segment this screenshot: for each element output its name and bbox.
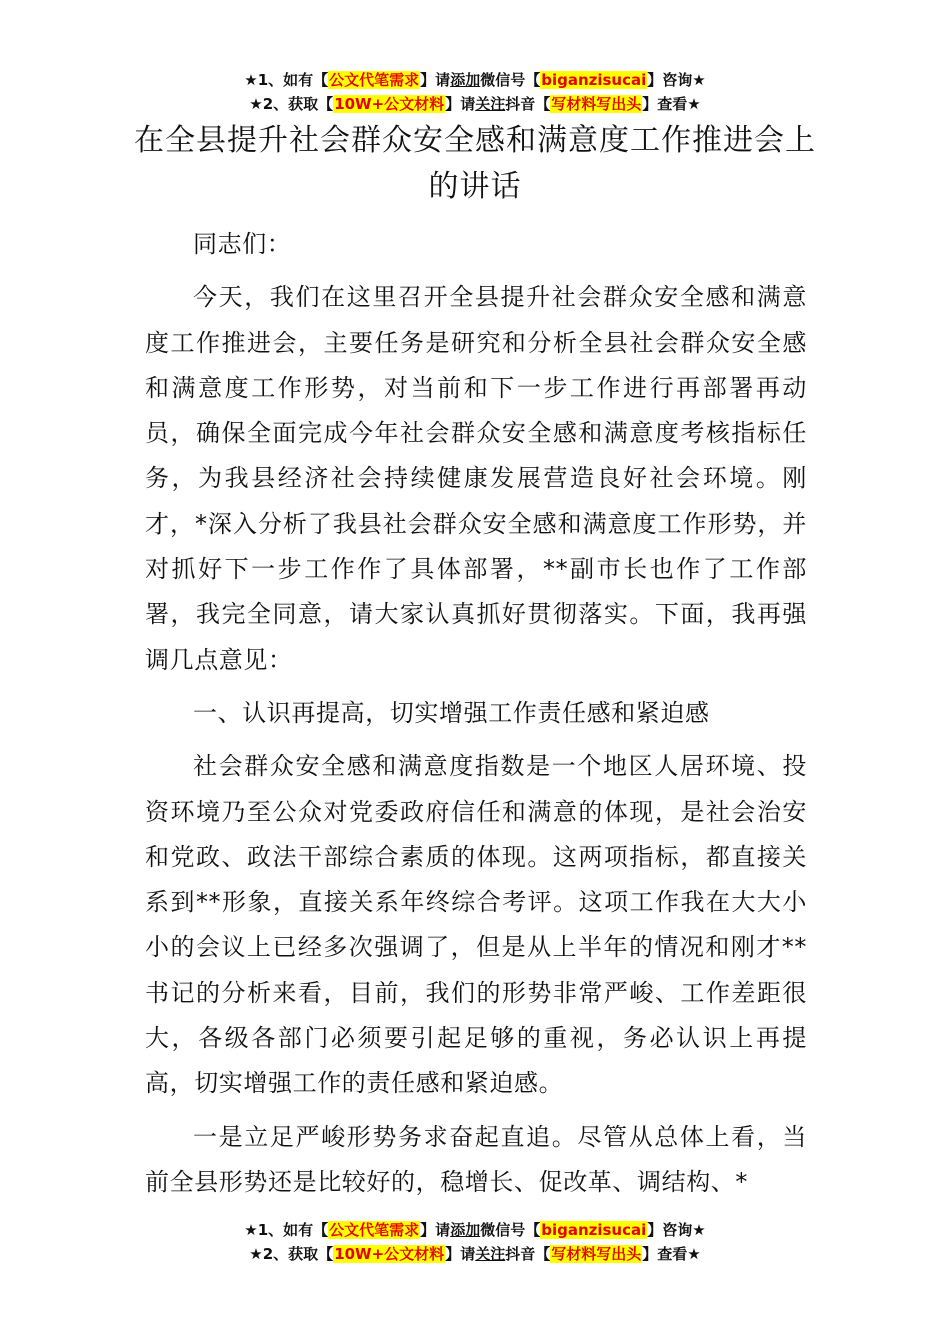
banner-line-1 — [0, 1218, 950, 1242]
banner-highlight: 写材料写出头 — [551, 95, 642, 113]
banner-text: 抖音【 — [505, 95, 551, 113]
banner-text: ★1、如有【 — [244, 1221, 329, 1239]
banner-underlined: 关注 — [475, 1245, 506, 1263]
watermark-banner-bottom — [0, 1218, 950, 1266]
banner-highlight: 10W+公文材料 — [334, 95, 445, 113]
banner-text: 微信号【 — [480, 71, 541, 89]
document-body — [145, 222, 807, 1213]
banner-line-2 — [0, 1242, 950, 1266]
banner-line-2 — [0, 92, 950, 116]
banner-highlight: 公文代笔需求 — [329, 71, 420, 89]
banner-text: 】请 — [420, 1221, 451, 1239]
banner-highlight: 10W+公文材料 — [334, 1245, 445, 1263]
document-title: 在全县提升社会群众安全感和满意度工作推进会上的讲话 — [134, 123, 816, 204]
paragraph-section-1: 社会群众安全感和满意度指数是一个地区人居环境、投资环境乃至公众对党委政府信任和满意的体现，是社会治安和党政、政法干部综合素质的体现。这两项指标，都直接关系到**形象，直接关系年终综合考评。这项工作我在大大小小的会议上已经多次强调了，但是从上半年的情况和刚才**书记的分析来看，目前，我们的形势非常严峻、工作差距很大，各级各部门必须要引起足够的重视，务必认识上再提高，切实增强工作的责任感和紧迫感。 — [145, 752, 807, 1098]
paragraph-intro: 今天，我们在这里召开全县提升社会群众安全感和满意度工作推进会，主要任务是研究和分析全县社会群众安全感和满意度工作形势，对当前和下一步工作进行再部署再动员，确保全面完成今年社会群众安全感和满意度考核指标任务，为我县经济社会持续健康发展营造良好社会环境。刚才，*深入分析了我县社会群众安全感和满意度工作形势，并对抓好下一步工作作了具体部署，**副市长也作了工作部署，我完全同意，请大家认真抓好贯彻落实。下面，我再强调几点意见： — [145, 283, 807, 674]
banner-text: 】请 — [445, 1245, 476, 1263]
banner-highlight: 公文代笔需求 — [329, 1221, 420, 1239]
paragraph-point-1: 一是立足严峻形势务求奋起直追。尽管从总体上看，当前全县形势还是比较好的，稳增长、促改革、调结构、* — [145, 1122, 807, 1196]
banner-text: 】查看★ — [642, 95, 701, 113]
banner-text: 】咨询★ — [647, 1221, 706, 1239]
banner-highlight: biganzisucai — [541, 1221, 647, 1239]
banner-underlined: 添加 — [450, 71, 481, 89]
banner-text: 】请 — [420, 71, 451, 89]
section-heading: 一、认识再提高，切实增强工作责任感和紧迫感 — [193, 698, 710, 727]
banner-highlight: 写材料写出头 — [551, 1245, 642, 1263]
salutation: 同志们： — [193, 230, 292, 258]
banner-text: 】查看★ — [642, 1245, 701, 1263]
banner-text: 微信号【 — [480, 1221, 541, 1239]
banner-text: ★1、如有【 — [244, 71, 329, 89]
banner-text: ★2、获取【 — [249, 95, 334, 113]
banner-highlight: biganzisucai — [541, 71, 647, 89]
banner-text: ★2、获取【 — [249, 1245, 334, 1263]
banner-text: 抖音【 — [505, 1245, 551, 1263]
banner-underlined: 关注 — [475, 95, 506, 113]
banner-text: 】请 — [445, 95, 476, 113]
watermark-banner-top — [0, 68, 950, 116]
banner-line-1 — [0, 68, 950, 92]
banner-underlined: 添加 — [450, 1221, 481, 1239]
banner-text: 】咨询★ — [647, 71, 706, 89]
